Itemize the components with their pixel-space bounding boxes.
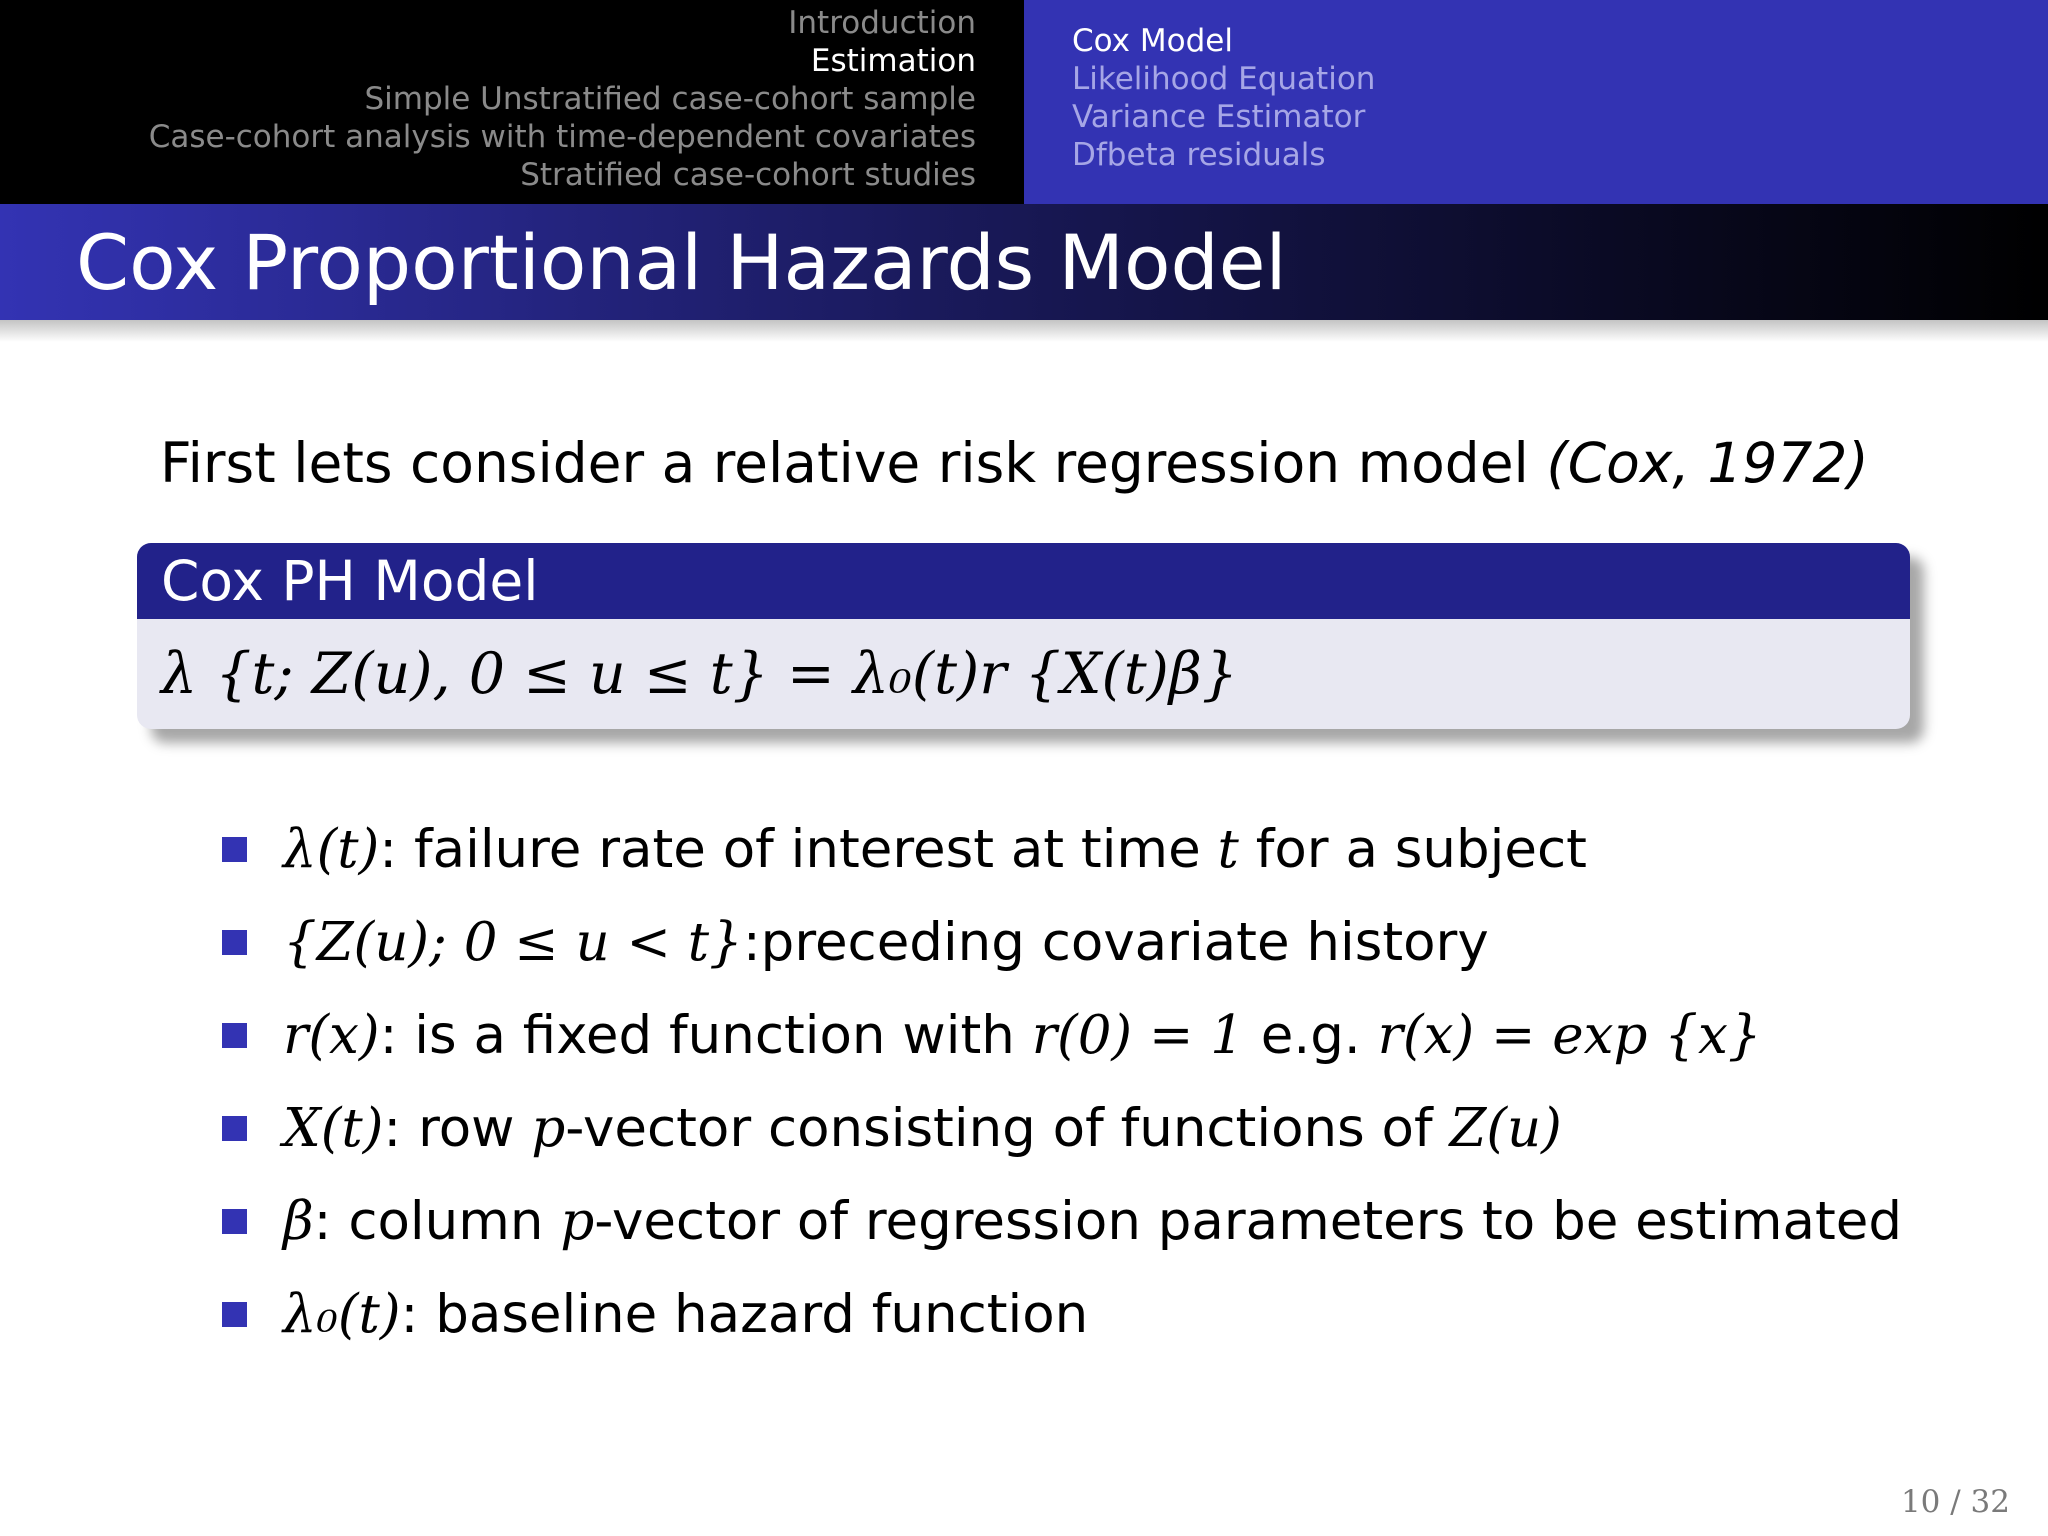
block-formula: λ {t; Z(u), 0 ≤ u ≤ t} = λ₀(t)r {X(t)β}: [161, 641, 1239, 707]
frame-title-bar: [0, 204, 2048, 320]
intro-text: First lets consider a relative risk regression model: [160, 431, 1529, 495]
block-title: Cox PH Model: [137, 543, 1910, 619]
list-item: [222, 896, 1902, 989]
bullet-description: : failure rate of interest at time: [379, 819, 1201, 880]
bullet-expression-example: r(x) = exp {x}: [1377, 1005, 1762, 1066]
title-shadow: [0, 320, 2048, 342]
intro-sentence: [160, 428, 1869, 498]
definition-list: [222, 803, 1902, 1361]
bullet-variable: t: [1217, 819, 1239, 880]
bullet-expression: r(x): [283, 1005, 380, 1066]
nav-section-time-dependent[interactable]: Case-cohort analysis with time-dependent covariates: [148, 119, 976, 155]
bullet-description-tail: e.g.: [1260, 1005, 1361, 1066]
nav-section-introduction[interactable]: Introduction: [788, 5, 976, 41]
frame-title: Cox Proportional Hazards Model: [76, 218, 1287, 307]
nav-subsection-cox-model[interactable]: Cox Model: [1072, 23, 1233, 59]
bullet-marker: [222, 1116, 247, 1141]
bullet-description-tail: -vector of regression parameters to be estimated: [594, 1191, 1903, 1252]
list-item: [222, 1268, 1902, 1361]
bullet-marker: [222, 1023, 247, 1048]
nav-subsection-dfbeta[interactable]: Dfbeta residuals: [1072, 137, 1326, 173]
section-nav: [0, 0, 1024, 204]
nav-section-estimation[interactable]: Estimation: [810, 43, 976, 79]
bullet-description: : row: [383, 1098, 515, 1159]
list-item: [222, 803, 1902, 896]
bullet-description: :preceding covariate history: [742, 912, 1489, 973]
page-number: 10 / 32: [1900, 1484, 2010, 1520]
header-navigation: [0, 0, 2048, 204]
bullet-expression: {Z(u); 0 ≤ u < t}: [283, 912, 743, 973]
bullet-marker: [222, 1209, 247, 1234]
bullet-description-tail: for a subject: [1255, 819, 1587, 880]
bullet-expression: β: [283, 1191, 314, 1252]
bullet-marker: [222, 1302, 247, 1327]
nav-section-stratified[interactable]: Stratified case-cohort studies: [520, 157, 976, 193]
bullet-marker: [222, 837, 247, 862]
bullet-expression: X(t): [283, 1098, 384, 1159]
nav-subsection-variance[interactable]: Variance Estimator: [1072, 99, 1366, 135]
nav-subsection-likelihood[interactable]: Likelihood Equation: [1072, 61, 1376, 97]
nav-section-simple-unstratified[interactable]: Simple Unstratified case-cohort sample: [364, 81, 976, 117]
bullet-description-tail: -vector consisting of functions of: [565, 1098, 1433, 1159]
intro-citation: (Cox, 1972): [1546, 431, 1869, 495]
bullet-expression: λ₀(t): [283, 1284, 401, 1345]
bullet-description: : column: [313, 1191, 544, 1252]
bullet-expression-tail: Z(u): [1449, 1098, 1562, 1159]
bullet-expression: λ(t): [283, 819, 380, 880]
cox-ph-block: [137, 543, 1910, 729]
subsection-nav: [1024, 0, 2048, 204]
bullet-description: : is a fixed function with: [379, 1005, 1015, 1066]
list-item: [222, 989, 1902, 1082]
bullet-variable: r(0) = 1: [1031, 1005, 1244, 1066]
bullet-marker: [222, 930, 247, 955]
bullet-description: : baseline hazard function: [400, 1284, 1089, 1345]
bullet-variable: p: [560, 1191, 595, 1252]
list-item: [222, 1175, 1902, 1268]
bullet-variable: p: [531, 1098, 566, 1159]
list-item: [222, 1082, 1902, 1175]
